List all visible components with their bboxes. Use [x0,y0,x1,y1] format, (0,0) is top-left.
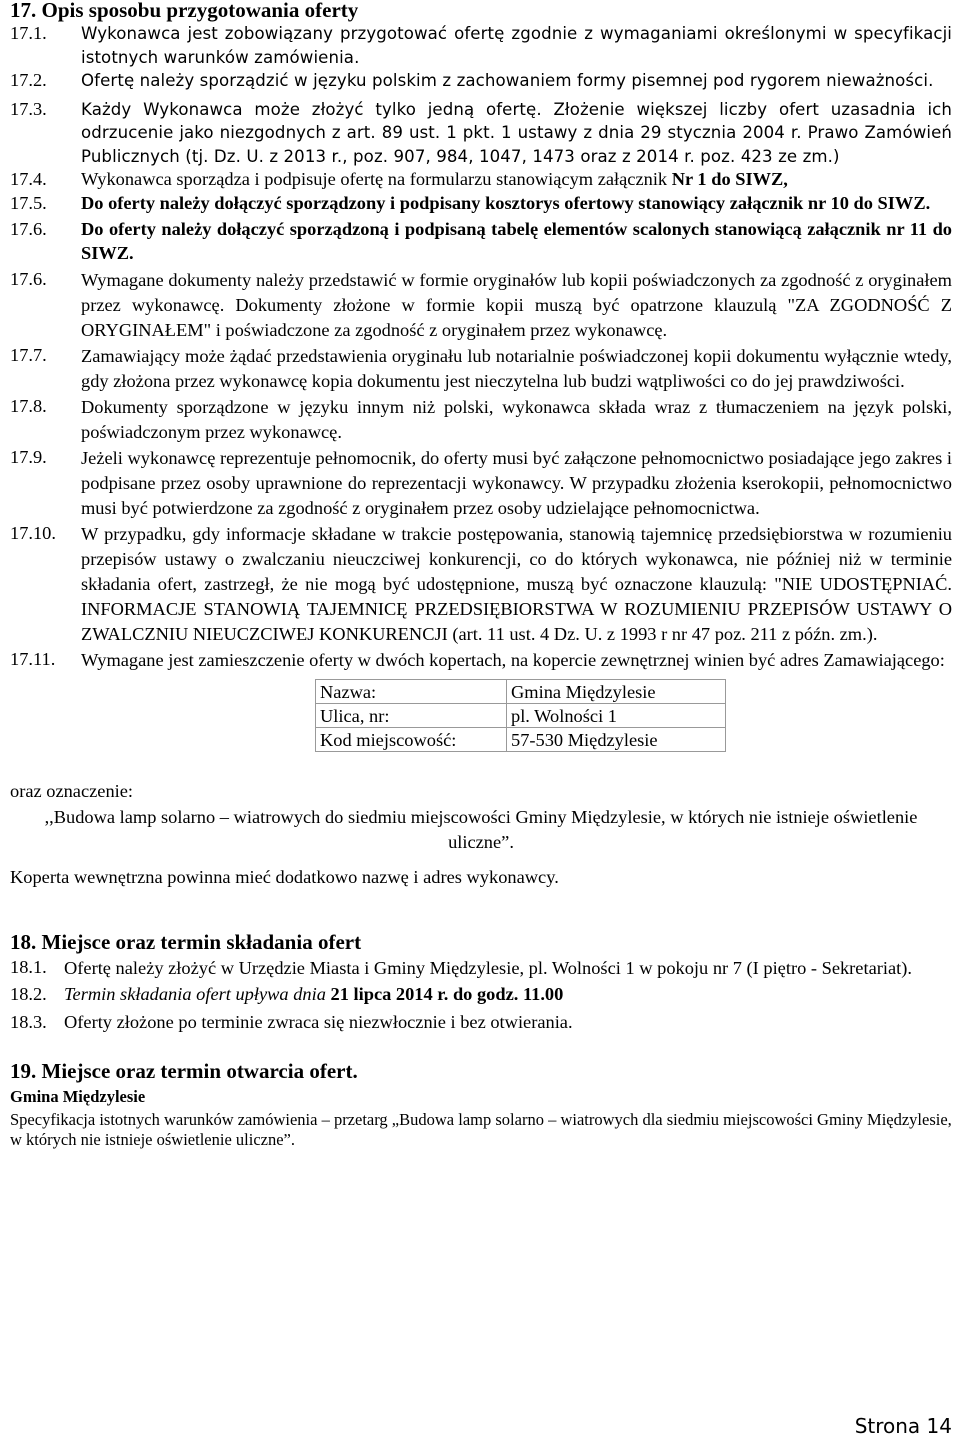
item-number: 17.5. [10,192,47,213]
item-text: Wymagane jest zamieszczenie oferty w dwóch kopertach, na kopercie zewnętrznej winien być adres Zamawiającego: [81,650,945,670]
item-text: Do oferty należy dołączyć sporządzoną i podpisaną tabelę elementów scalonych stanowiącą załącznik nr 11 do SIWZ. [81,219,952,263]
item-number: 17.11. [10,649,56,669]
table-cell-value: pl. Wolności 1 [507,704,726,728]
item-text: Jeżeli wykonawcę reprezentuje pełnomocnik, do oferty musi być załączone pełnomocnictwo posiadające jego zakres i podpisane przez osoby uprawnione do reprezentacji wykonawcy. W przypadku złożenia kserokopii, pełnomocnictwo musi być potwierdzone za zgodność z oryginałem przez osoby udzielające pełnomocnictwa. [81,448,952,518]
item-17-11 [10,648,952,673]
item-text: Każdy Wykonawca może złożyć tylko jedną ofertę. Złożenie większej liczby ofert uzasadnia ich odrzucenie jako niezgodnych z art. 89 ust. 1 pkt. 1 ustawy z dnia 29 stycznia 2004 r. Prawo Zamówień Publicznych (tj. Dz. U. z 2013 r., poz. 907, 984, 1047, 1473 oraz z 2014 r. poz. 423 ze zm.) [81,99,952,166]
item-text: Dokumenty sporządzone w języku innym niż polski, wykonawca składa wraz z tłumaczeniem na język polski, poświadczonym przez wykonawcę. [81,397,952,442]
item-text-bold: Nr 1 do SIWZ, [671,169,788,189]
item-text: Wymagane dokumenty należy przedstawić w formie oryginałów lub kopii poświadczonych za zgodność z oryginałem przez wykonawcę. Dokumenty złożone w formie kopii muszą być opatrzone klauzulą "ZA ZGODNOŚĆ Z ORYGINAŁEM" i poświadczone za zgodność z oryginałem przez wykonawcę. [81,270,952,340]
item-17-6a [10,218,952,265]
marking-text: ,,Budowa lamp solarno – wiatrowych do siedmiu miejscowości Gminy Międzylesie, w których nie istnieje oświetlenie uliczne”. [44,806,918,852]
marking-label: oraz oznaczenie: [10,781,134,801]
item-17-6b [10,268,952,343]
item-text-bold: 21 lipca 2014 r. do godz. 11.00 [330,984,564,1004]
item-number: 17.4. [10,169,47,189]
item-text: Oferty złożone po terminie zwraca się niezwłocznie i bez otwierania. [64,1011,573,1032]
table-row [316,704,726,728]
item-text: Zamawiający może żądać przedstawienia oryginału lub notarialnie poświadczonej kopii dokumentu wyłącznie wtedy, gdy złożona przez wykonawcę kopia dokumentu jest nieczytelna lub budzi wątpliwości co do jej prawdziwości. [81,346,952,391]
item-17-1 [10,22,952,69]
item-text: Wykonawca jest zobowiązany przygotować ofertę zgodnie z wymaganiami określonymi w specyfikacji istotnych warunków zamówienia. [81,24,952,67]
table-row [316,680,726,704]
table-row [316,728,726,752]
item-17-5 [10,192,952,216]
item-number: 18.2. [10,984,47,1004]
section-18-heading: 18. Miejsce oraz termin składania ofert [10,930,362,954]
item-17-7 [10,344,952,394]
item-17-3 [10,98,952,169]
table-cell-key: Ulica, nr: [316,704,507,728]
item-number: 17.2. [10,70,47,90]
document-page [10,0,952,1150]
item-text: W przypadku, gdy informacje składane w trakcie postępowania, stanowią tajemnicę przedsiębiorstwa w rozumieniu przepisów ustawy o zwalczaniu nieuczciwej konkurencji, co do których wykonawca, nie później niż w terminie składania ofert, zastrzegł, że nie mogą być udostępnione, muszą być oznaczone klauzulą: "NIE UDOSTĘPNIAĆ. INFORMACJE STANOWIĄ TAJEMNICĘ PRZEDSIĘBIORSTWA W ROZUMIENIU PRZEPISÓW USTAWY O ZWALCZNIU NIEUCZCIWEJ KONKURENCJI (art. 11 ust. 4 Dz. U. z 1993 r nr 47 poz. 211 z późn. zm.). [81,524,952,644]
item-text: Do oferty należy dołączyć sporządzony i podpisany kosztorys ofertowy stanowiący załącznik nr 10 do SIWZ. [81,192,931,213]
item-number: 18.1. [10,957,47,977]
section-17-heading: 17. Opis sposobu przygotowania oferty [10,0,359,22]
item-17-2 [10,69,952,93]
item-text: Ofertę należy złożyć w Urzędzie Miasta i Gminy Międzylesie, pl. Wolności 1 w pokoju nr 7 (I piętro - Sekretariat). [64,958,912,978]
item-17-4 [10,168,952,192]
item-text-italic: Termin składania ofert upływa dnia [64,984,331,1004]
address-table [315,679,726,752]
table-cell-key: Kod miejscowość: [316,728,507,752]
inner-envelope-note: Koperta wewnętrzna powinna mieć dodatkowo nazwę i adres wykonawcy. [10,866,559,887]
item-number: 18.3. [10,1011,47,1032]
item-number: 17.9. [10,447,47,467]
table-cell-key: Nazwa: [316,680,507,704]
item-number: 17.10. [10,523,56,543]
footer-text: Specyfikacja istotnych warunków zamówienia – przetarg „Budowa lamp solarno – wiatrowych dla siedmiu miejscowości Gminy Międzylesie, w których nie istnieje oświetlenie uliczne”. [10,1110,952,1149]
item-text: Ofertę należy sporządzić w języku polskim z zachowaniem formy pisemnej pod rygorem nieważności. [81,71,934,90]
item-18-2 [10,983,952,1007]
item-18-1 [10,956,952,981]
item-17-10 [10,522,952,647]
table-cell-value: Gmina Międzylesie [507,680,726,704]
item-number: 17.7. [10,345,47,365]
item-number: 17.6. [10,269,47,289]
item-17-8 [10,395,952,445]
item-number: 17.8. [10,396,47,416]
item-text-plain: Wykonawca sporządza i podpisuje ofertę na formularzu stanowiącym załącznik [81,169,672,189]
item-17-9 [10,446,952,521]
item-number: 17.1. [10,23,47,43]
item-number: 17.3. [10,98,47,119]
item-text [64,983,952,1007]
item-text [81,168,952,192]
item-number: 17.6. [10,219,47,239]
table-cell-value: 57-530 Międzylesie [507,728,726,752]
page-number: Strona 14 [854,1414,952,1438]
footer-title: Gmina Międzylesie [10,1087,146,1106]
item-18-3 [10,1011,952,1035]
section-19-heading: 19. Miejsce oraz termin otwarcia ofert. [10,1059,358,1083]
